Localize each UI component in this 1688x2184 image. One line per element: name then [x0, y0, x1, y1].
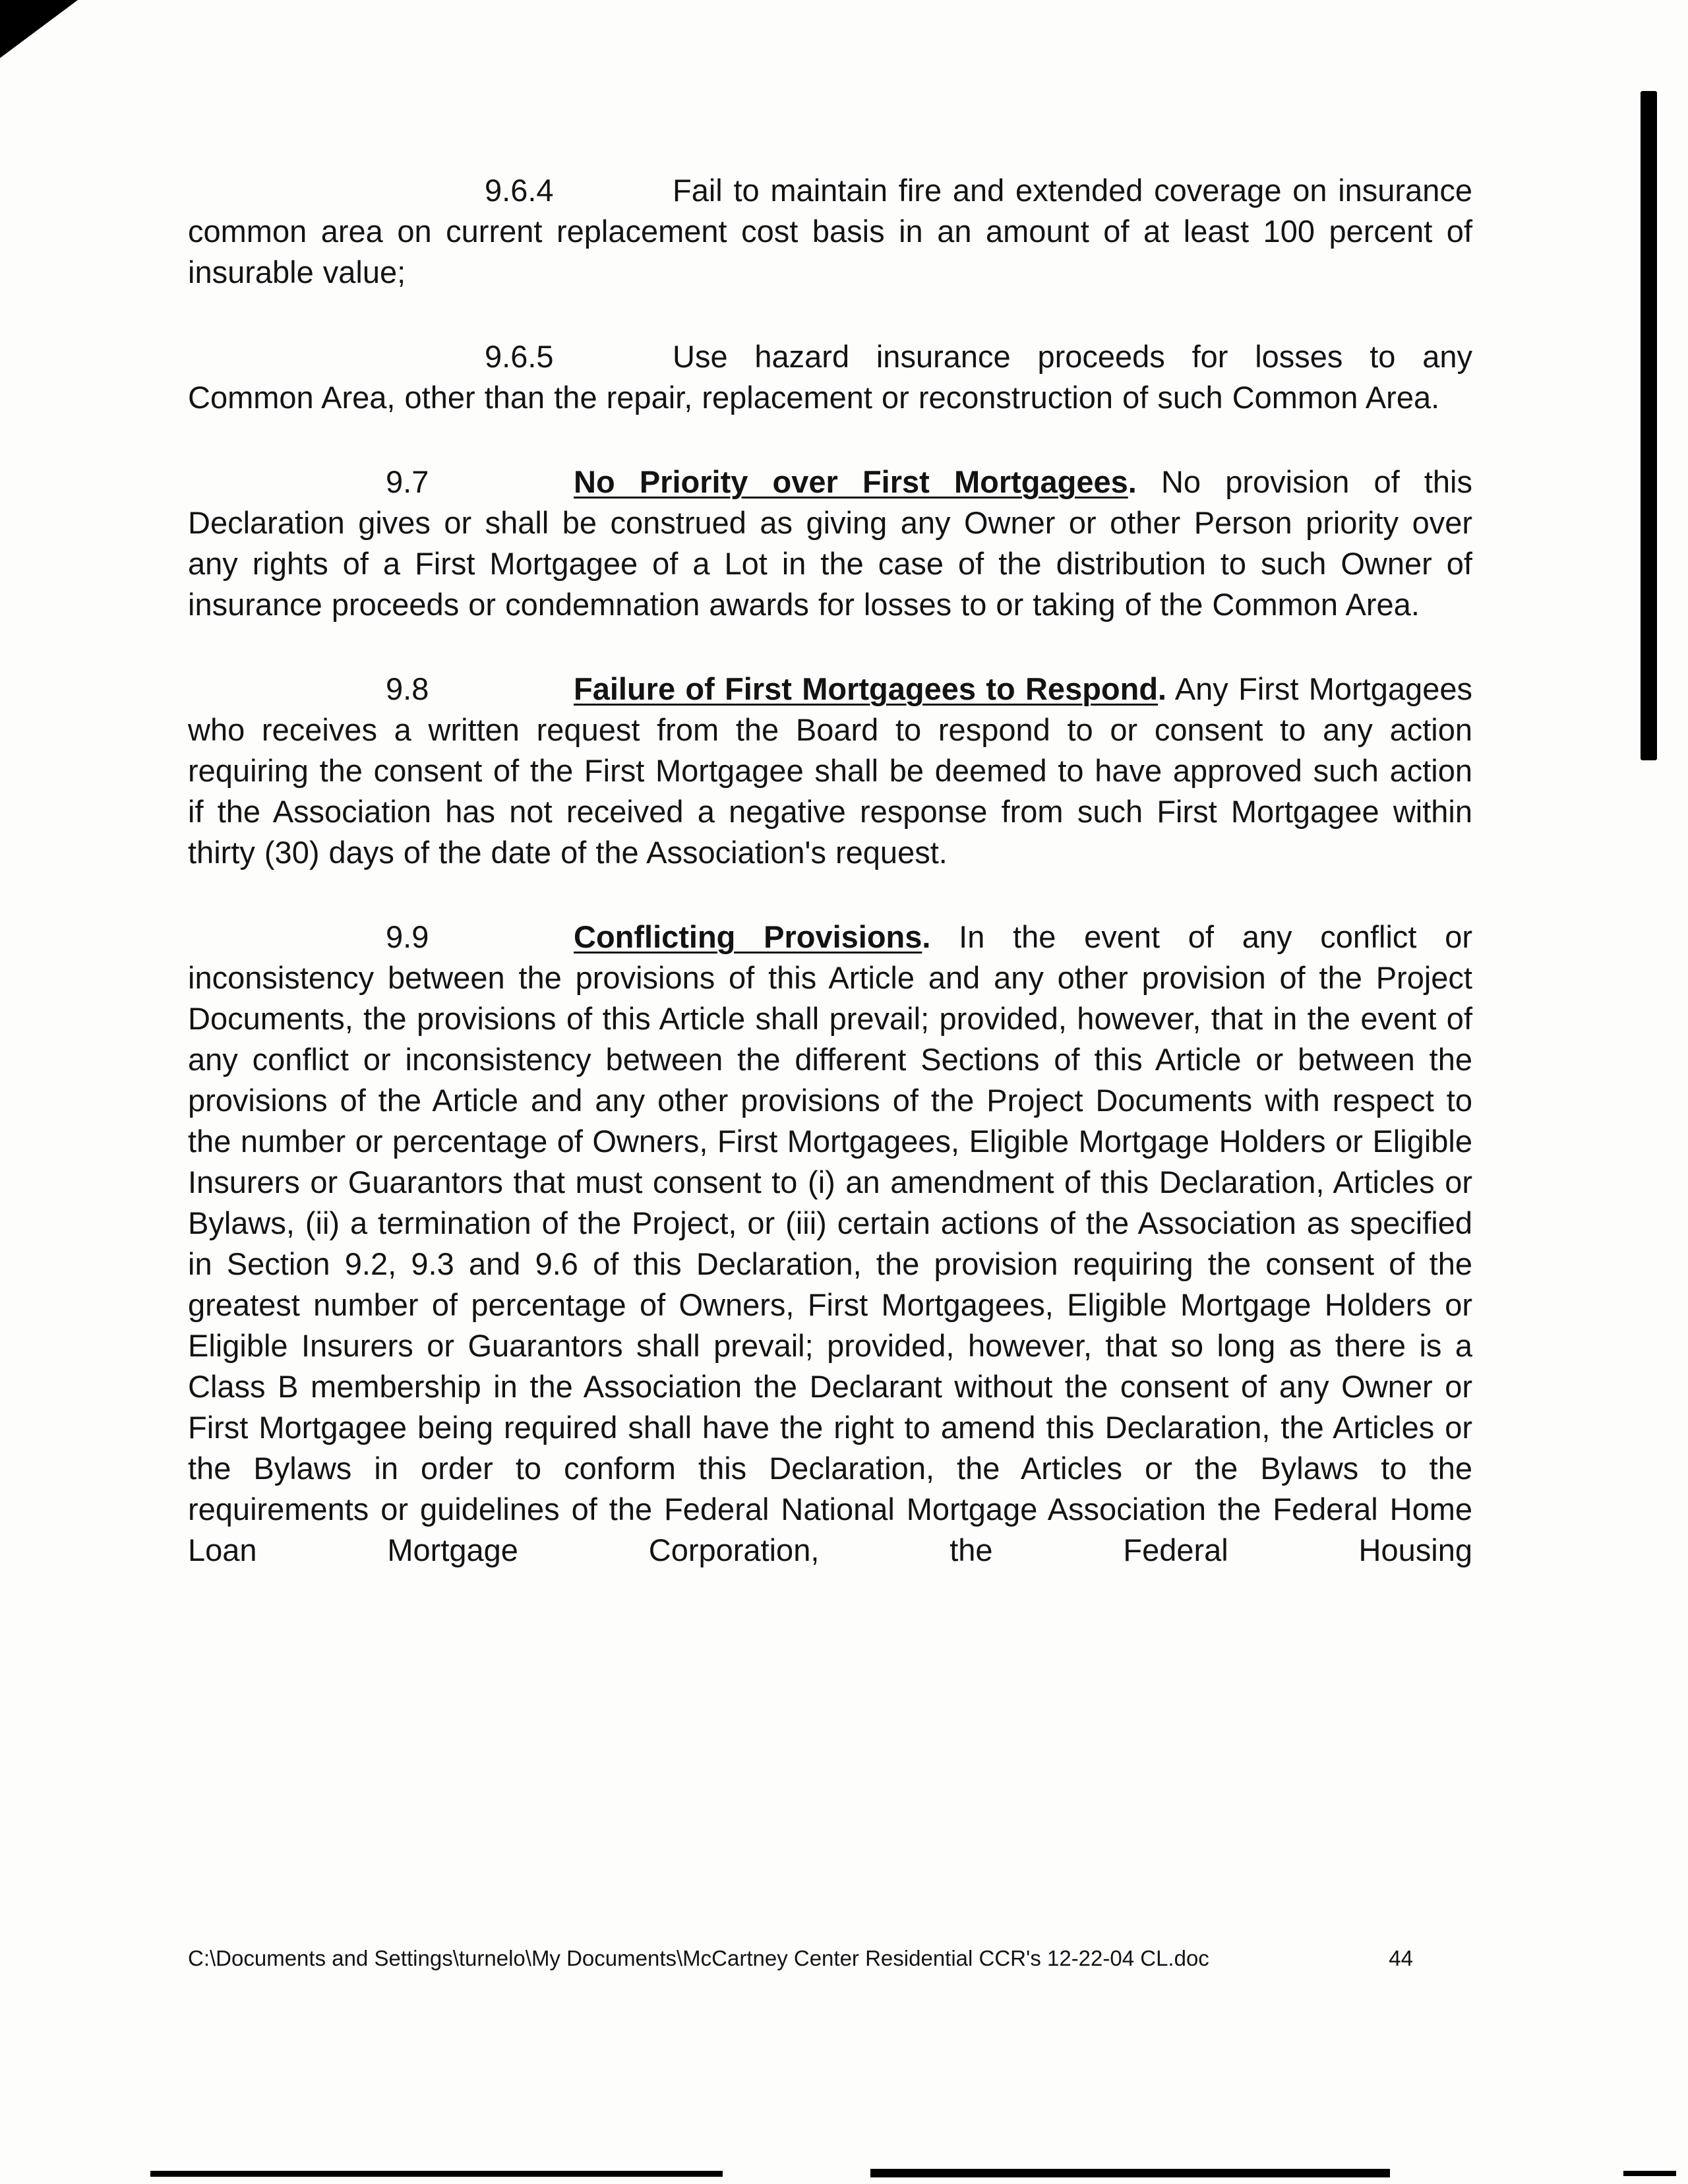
paragraph-9-9 — [188, 917, 1472, 1571]
page-footer — [188, 1945, 1413, 1972]
section-heading-9-7: No Priority over First Mortgagees — [574, 464, 1128, 499]
heading-period-9-8: . — [1158, 671, 1167, 706]
paragraph-text-9-8: Any First Mortgagees who receives a written request from the Board to respond to or consent to any action requiring the consent of the First Mortgagee shall be deemed to have approved such action if the Association has not received a negative response from such First Mortgagee within thirty (30) days of the date of the Association's request. — [188, 671, 1472, 870]
paragraph-text-9-7: No provision of this Declaration gives or shall be construed as giving any Owner or other Person priority over any rights of a First Mortgagee of a Lot in the case of the distribution to such Owner of insurance proceeds or condemnation awards for losses to or taking of the Common Area. — [188, 464, 1472, 622]
paragraph-9-6-5 — [188, 336, 1472, 418]
scan-artifact-bottom-mark-2 — [870, 2169, 1390, 2177]
section-heading-9-9: Conflicting Provisions — [574, 919, 922, 954]
scan-artifact-right-bar — [1641, 91, 1657, 760]
paragraph-text-9-9: In the event of any conflict or inconsistency between the provisions of this Article and any other provision of the Project Documents, the provisions of this Article shall prevail; provided, however, that in the event of any conflict or inconsistency between the different Sections of this Article or between the provisions of the Article and any other provisions of the Project Documents with respect to the number or percentage of Owners, First Mortgagees, Eligible Mortgage Holders or Eligible Insurers or Guarantors that must consent to (i) an amendment of this Declaration, Articles or Bylaws, (ii) a termination of the Project, or (iii) certain actions of the Association as specified in Section 9.2, 9.3 and 9.6 of this Declaration, the provision requiring the consent of the greatest number of percentage of Owners, First Mortgagees, Eligible Mortgage Holders or Eligible Insurers or Guarantors shall prevail; provided, however, that so long as there is a Class B membership in the Association the Declarant without the consent of any Owner or First Mortgagee being required shall have the right to amend this Declaration, the Articles or the Bylaws in order to conform this Declaration, the Articles or the Bylaws to the requirements or guidelines of the Federal National Mortgage Association the Federal Home Loan Mortgage Corporation, the Federal Housing — [188, 919, 1472, 1567]
section-number-9-6-4: 9.6.4 — [485, 173, 554, 208]
section-number-9-8: 9.8 — [386, 671, 429, 706]
paragraph-9-8 — [188, 669, 1472, 873]
paragraph-9-6-4 — [188, 170, 1472, 293]
scan-artifact-bottom-mark-1 — [150, 2171, 723, 2177]
heading-period-9-9: . — [922, 919, 931, 954]
scan-artifact-corner-mark — [0, 0, 78, 58]
paragraph-9-7 — [188, 462, 1472, 625]
paragraph-text-9-6-4: Fail to maintain fire and extended coverage on insurance common area on current replacement cost basis in an amount of at least 100 percent of insurable value; — [188, 173, 1472, 289]
section-heading-9-8: Failure of First Mortgagees to Respond — [574, 671, 1159, 706]
section-number-9-7: 9.7 — [386, 464, 429, 499]
section-number-9-6-5: 9.6.5 — [485, 339, 554, 374]
heading-period-9-7: . — [1128, 464, 1137, 499]
footer-page-number: 44 — [1389, 1946, 1413, 1970]
document-body — [188, 170, 1472, 1614]
paragraph-text-9-6-5: Use hazard insurance proceeds for losses to any Common Area, other than the repair, replacement or reconstruction of such Common Area. — [188, 339, 1472, 415]
section-number-9-9: 9.9 — [386, 919, 429, 954]
footer-file-path: C:\Documents and Settings\turnelo\My Documents\McCartney Center Residential CCR's 12-22-04 CL.doc — [188, 1946, 1209, 1970]
scan-artifact-bottom-mark-3 — [1623, 2171, 1676, 2176]
